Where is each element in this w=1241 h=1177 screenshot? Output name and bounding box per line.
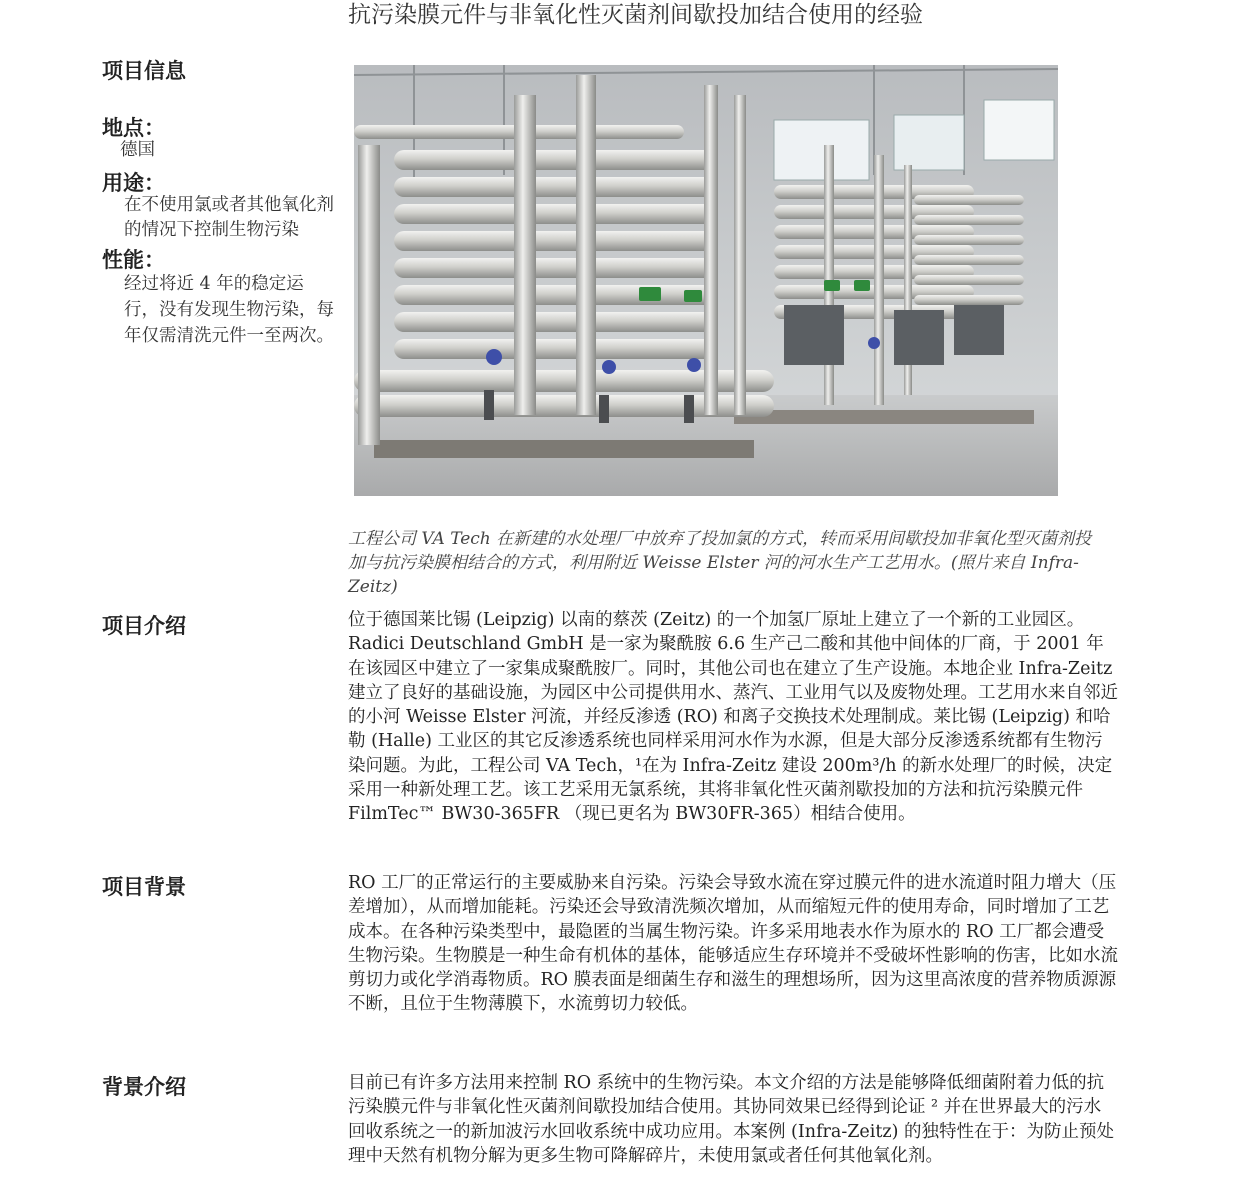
- performance-value: 经过将近 4 年的稳定运行，没有发现生物污染，每年仅需清洗元件一至两次。: [124, 274, 334, 346]
- section-text-intro: 位于德国莱比锡 (Leipzig) 以南的蔡茨 (Zeitz) 的一个加氢厂原址上建立了一个新的工业园区。Radici Deutschland GmbH 是一家为聚酰胺 6.6 生产己二酸和其他中间体的厂商，于 2001 年在该园区中建立了一家集成聚酰胺厂。同时，其他公司也在建立了生产设施。本地企业 Infra-Zeitz 建立了良好的基础设施，为园区中公司提供用水、蒸汽、工业用气以及废物处理。工艺用水来自邻近的小河 Weisse Elster 河流，并经反渗透 (RO) 和离子交换技术处理制成。莱比锡 (Leipzig) 和哈勒 (Halle) 工业区的其它反渗透系统也同样采用河水作为水源，但是大部分反渗透系统都有生物污染问题。为此，工程公司 VA Tech，¹在为 Infra-Zeitz 建设 200m³/h 的新水处理厂的时候，决定采用一种新处理工艺。该工艺采用无氯系统，其将非氧化性灭菌剂歇投加的方法和抗污染膜元件 FilmTec™ BW30-365FR （现已更名为 BW30FR-365）相结合使用。: [348, 610, 1118, 825]
- project-info-heading: 项目信息: [102, 59, 186, 83]
- section-heading-context: 背景介绍: [102, 1075, 186, 1099]
- purpose-value: 在不使用氯或者其他氧化剂的情况下控制生物污染: [124, 195, 334, 240]
- page-title: 抗污染膜元件与非氧化性灭菌剂间歇投加结合使用的经验: [348, 2, 923, 28]
- section-text-background: RO 工厂的正常运行的主要威胁来自污染。污染会导致水流在穿过膜元件的进水流道时阻力增大（压差增加），从而增加能耗。污染还会导致清洗频次增加，从而缩短元件的使用寿命，同时增加了工艺成本。在各种污染类型中，最隐匿的当属生物污染。许多采用地表水作为原水的 RO 工厂都会遭受生物污染。生物膜是一种生命有机体的基体，能够适应生存环境并不受破坏性影响的伤害，比如水流剪切力或化学消毒物质。RO 膜表面是细菌生存和滋生的理想场所，因为这里高浓度的营养物质源源不断，且位于生物薄膜下，水流剪切力较低。: [348, 873, 1118, 1015]
- ro-plant-photo: [354, 65, 1058, 496]
- section-heading-intro: 项目介绍: [102, 614, 186, 638]
- performance-label: 性能：: [102, 248, 165, 272]
- section-text-context: 目前已有许多方法用来控制 RO 系统中的生物污染。本文介绍的方法是能够降低细菌附着力低的抗污染膜元件与非氧化性灭菌剂间歇投加结合使用。其协同效果已经得到论证 ² 并在世界最大的污水回收系统之一的新加波污水回收系统中成功应用。本案例 (Infra-Zeitz) 的独特性在于：为防止预处理中天然有机物分解为更多生物可降解碎片，未使用氯或者任何其他氧化剂。: [348, 1073, 1115, 1166]
- photo-caption: 工程公司 VA Tech 在新建的水处理厂中放弃了投加氯的方式，转而采用间歇投加非氧化型灭菌剂投加与抗污染膜相结合的方式，利用附近 Weisse Elster 河的河水生产工艺用水。(照片来自 Infra-Zeitz): [348, 529, 1092, 597]
- purpose-label: 用途：: [102, 171, 165, 195]
- location-label: 地点：: [102, 116, 165, 140]
- location-value: 德国: [120, 140, 155, 160]
- section-heading-background: 项目背景: [102, 875, 186, 899]
